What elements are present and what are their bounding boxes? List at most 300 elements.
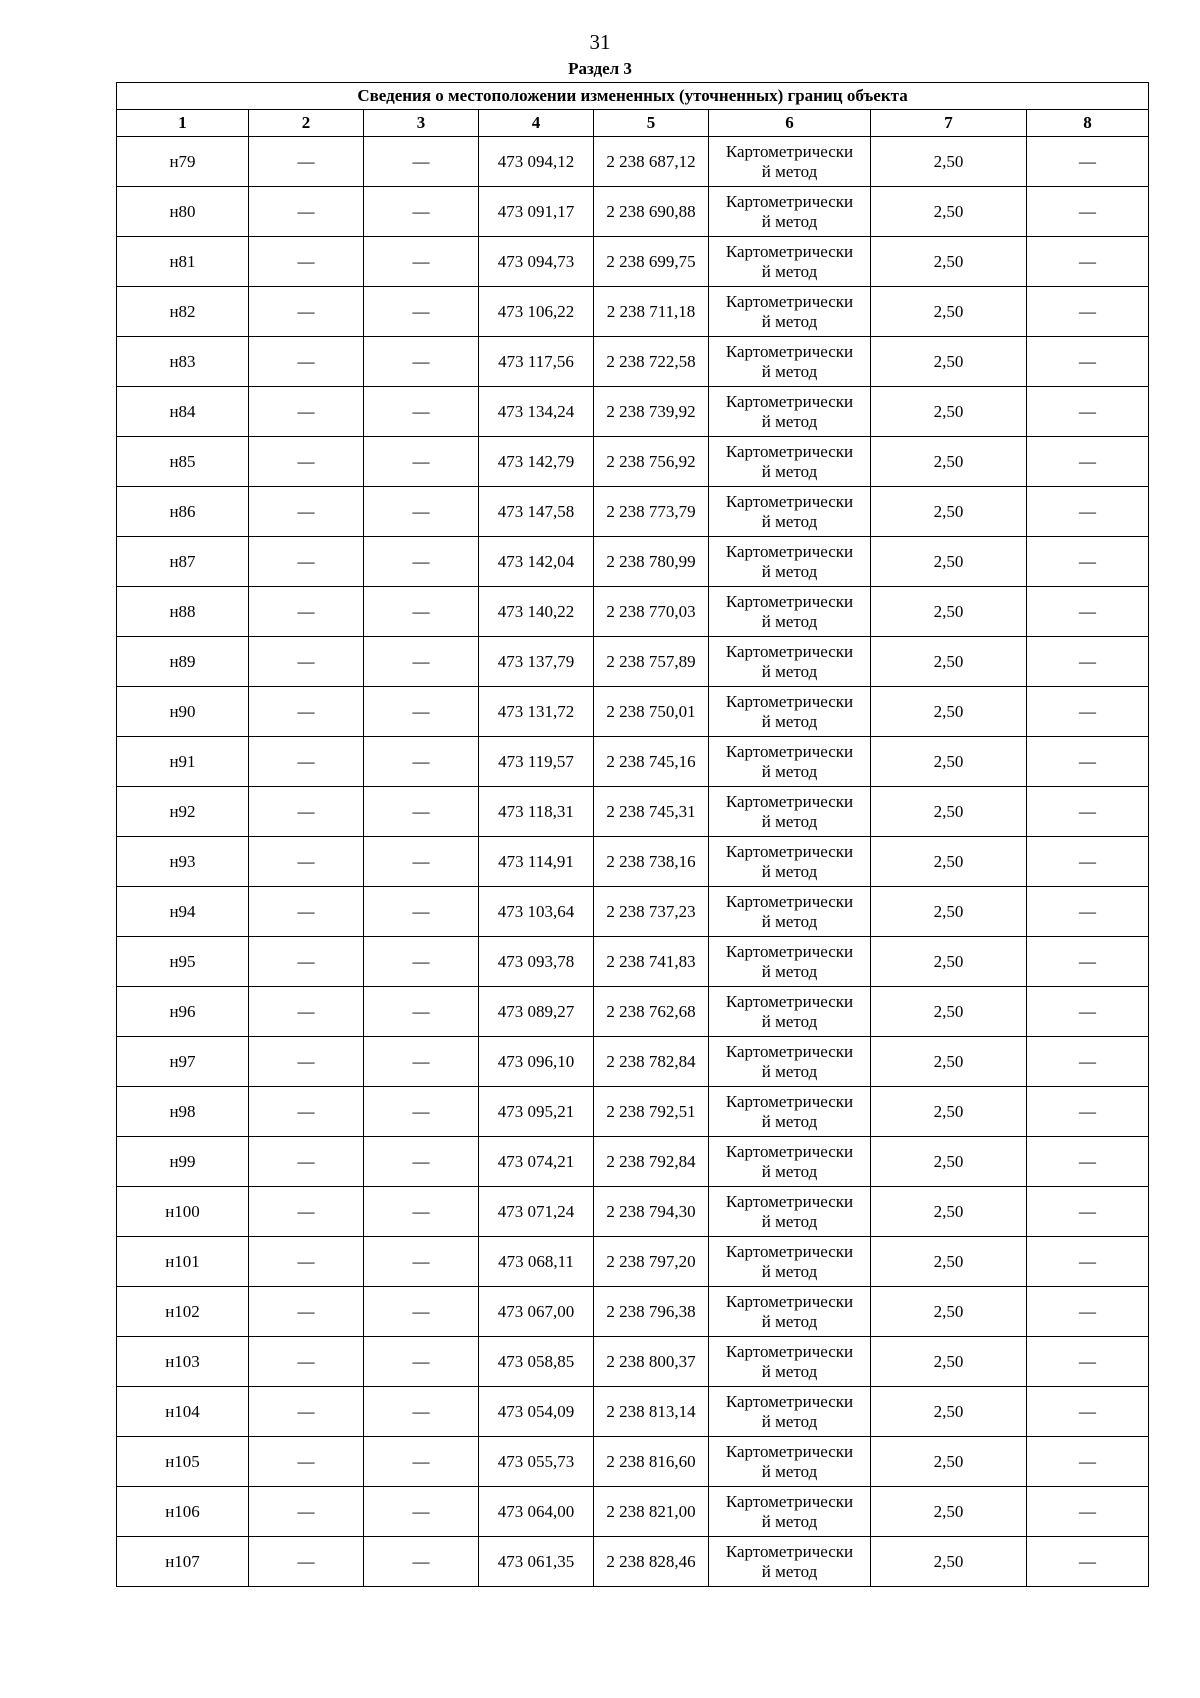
x-coordinate-cell: 473 094,73	[479, 237, 594, 287]
column-3-cell: —	[364, 1287, 479, 1337]
method-text-line-1: Картометрически	[725, 1441, 854, 1461]
column-2-cell: —	[249, 1087, 364, 1137]
table-row	[117, 1437, 1149, 1487]
method-text-line-2: й метод	[761, 1161, 818, 1181]
precision-cell: 2,50	[871, 1137, 1027, 1187]
boundary-coordinates-table	[116, 82, 1149, 1587]
column-8-cell: —	[1027, 687, 1149, 737]
method-text-line-1: Картометрически	[725, 1091, 854, 1111]
method-text-line-1: Картометрически	[725, 1141, 854, 1161]
column-2-cell: —	[249, 587, 364, 637]
y-coordinate-cell: 2 238 773,79	[594, 487, 709, 537]
method-text-line-2: й метод	[761, 961, 818, 981]
column-8-cell: —	[1027, 1087, 1149, 1137]
method-text-line-2: й метод	[761, 911, 818, 931]
column-number: 5	[594, 110, 709, 137]
y-coordinate-cell: 2 238 745,16	[594, 737, 709, 787]
point-id-cell: н81	[117, 237, 249, 287]
x-coordinate-cell: 473 140,22	[479, 587, 594, 637]
column-2-cell: —	[249, 137, 364, 187]
precision-cell: 2,50	[871, 787, 1027, 837]
table-row	[117, 1237, 1149, 1287]
precision-cell: 2,50	[871, 487, 1027, 537]
column-8-cell: —	[1027, 837, 1149, 887]
x-coordinate-cell: 473 091,17	[479, 187, 594, 237]
column-8-cell: —	[1027, 637, 1149, 687]
column-2-cell: —	[249, 1137, 364, 1187]
method-text-line-2: й метод	[761, 361, 818, 381]
x-coordinate-cell: 473 118,31	[479, 787, 594, 837]
column-2-cell: —	[249, 337, 364, 387]
method-text-line-2: й метод	[761, 561, 818, 581]
y-coordinate-cell: 2 238 792,51	[594, 1087, 709, 1137]
column-8-cell: —	[1027, 987, 1149, 1037]
method-cell	[709, 287, 871, 337]
method-cell	[709, 1237, 871, 1287]
table-row	[117, 187, 1149, 237]
table-row	[117, 1087, 1149, 1137]
column-8-cell: —	[1027, 1437, 1149, 1487]
y-coordinate-cell: 2 238 738,16	[594, 837, 709, 887]
x-coordinate-cell: 473 131,72	[479, 687, 594, 737]
precision-cell: 2,50	[871, 1487, 1027, 1537]
column-3-cell: —	[364, 1087, 479, 1137]
method-cell	[709, 1337, 871, 1387]
method-cell	[709, 937, 871, 987]
column-8-cell: —	[1027, 1387, 1149, 1437]
column-3-cell: —	[364, 1037, 479, 1087]
column-8-cell: —	[1027, 487, 1149, 537]
precision-cell: 2,50	[871, 387, 1027, 437]
column-2-cell: —	[249, 1387, 364, 1437]
precision-cell: 2,50	[871, 987, 1027, 1037]
method-text-line-2: й метод	[761, 611, 818, 631]
method-text-line-1: Картометрически	[725, 1391, 854, 1411]
point-id-cell: н82	[117, 287, 249, 337]
point-id-cell: н94	[117, 887, 249, 937]
point-id-cell: н83	[117, 337, 249, 387]
column-3-cell: —	[364, 237, 479, 287]
point-id-cell: н96	[117, 987, 249, 1037]
column-3-cell: —	[364, 887, 479, 937]
point-id-cell: н104	[117, 1387, 249, 1437]
point-id-cell: н105	[117, 1437, 249, 1487]
method-cell	[709, 1437, 871, 1487]
column-8-cell: —	[1027, 1337, 1149, 1387]
x-coordinate-cell: 473 071,24	[479, 1187, 594, 1237]
precision-cell: 2,50	[871, 637, 1027, 687]
precision-cell: 2,50	[871, 337, 1027, 387]
y-coordinate-cell: 2 238 796,38	[594, 1287, 709, 1337]
method-text-line-1: Картометрически	[725, 441, 854, 461]
precision-cell: 2,50	[871, 287, 1027, 337]
column-3-cell: —	[364, 1137, 479, 1187]
column-8-cell: —	[1027, 1187, 1149, 1237]
method-cell	[709, 1087, 871, 1137]
method-text-line-2: й метод	[761, 311, 818, 331]
column-2-cell: —	[249, 787, 364, 837]
y-coordinate-cell: 2 238 687,12	[594, 137, 709, 187]
column-2-cell: —	[249, 1287, 364, 1337]
column-8-cell: —	[1027, 387, 1149, 437]
column-3-cell: —	[364, 787, 479, 837]
y-coordinate-cell: 2 238 756,92	[594, 437, 709, 487]
column-3-cell: —	[364, 687, 479, 737]
point-id-cell: н89	[117, 637, 249, 687]
column-2-cell: —	[249, 687, 364, 737]
x-coordinate-cell: 473 067,00	[479, 1287, 594, 1337]
column-8-cell: —	[1027, 1287, 1149, 1337]
column-8-cell: —	[1027, 1537, 1149, 1587]
table-row	[117, 487, 1149, 537]
column-2-cell: —	[249, 1487, 364, 1537]
method-text-line-2: й метод	[761, 861, 818, 881]
point-id-cell: н100	[117, 1187, 249, 1237]
method-cell	[709, 1187, 871, 1237]
column-2-cell: —	[249, 1337, 364, 1387]
section-title: Раздел 3	[568, 59, 632, 78]
column-3-cell: —	[364, 437, 479, 487]
method-text-line-1: Картометрически	[725, 741, 854, 761]
y-coordinate-cell: 2 238 816,60	[594, 1437, 709, 1487]
method-text-line-1: Картометрически	[725, 1041, 854, 1061]
table-row	[117, 687, 1149, 737]
point-id-cell: н79	[117, 137, 249, 187]
column-8-cell: —	[1027, 737, 1149, 787]
method-cell	[709, 1537, 871, 1587]
table-row	[117, 537, 1149, 587]
column-2-cell: —	[249, 737, 364, 787]
column-8-cell: —	[1027, 137, 1149, 187]
precision-cell: 2,50	[871, 1187, 1027, 1237]
column-number: 3	[364, 110, 479, 137]
precision-cell: 2,50	[871, 1237, 1027, 1287]
table-row	[117, 987, 1149, 1037]
point-id-cell: н101	[117, 1237, 249, 1287]
table-row	[117, 387, 1149, 437]
method-cell	[709, 1287, 871, 1337]
point-id-cell: н85	[117, 437, 249, 487]
column-2-cell: —	[249, 487, 364, 537]
table-row	[117, 1337, 1149, 1387]
column-8-cell: —	[1027, 237, 1149, 287]
method-cell	[709, 737, 871, 787]
column-3-cell: —	[364, 337, 479, 387]
column-2-cell: —	[249, 987, 364, 1037]
point-id-cell: н107	[117, 1537, 249, 1587]
method-text-line-1: Картометрически	[725, 691, 854, 711]
column-3-cell: —	[364, 1337, 479, 1387]
method-cell	[709, 887, 871, 937]
method-cell	[709, 537, 871, 587]
table-row	[117, 937, 1149, 987]
y-coordinate-cell: 2 238 770,03	[594, 587, 709, 637]
column-8-cell: —	[1027, 187, 1149, 237]
precision-cell: 2,50	[871, 587, 1027, 637]
y-coordinate-cell: 2 238 711,18	[594, 287, 709, 337]
method-text-line-2: й метод	[761, 1211, 818, 1231]
precision-cell: 2,50	[871, 937, 1027, 987]
method-text-line-1: Картометрически	[725, 1541, 854, 1561]
point-id-cell: н88	[117, 587, 249, 637]
table-row	[117, 887, 1149, 937]
precision-cell: 2,50	[871, 687, 1027, 737]
x-coordinate-cell: 473 147,58	[479, 487, 594, 537]
point-id-cell: н92	[117, 787, 249, 837]
method-cell	[709, 1487, 871, 1537]
method-text-line-2: й метод	[761, 1261, 818, 1281]
y-coordinate-cell: 2 238 821,00	[594, 1487, 709, 1537]
method-text-line-1: Картометрически	[725, 341, 854, 361]
x-coordinate-cell: 473 096,10	[479, 1037, 594, 1087]
column-2-cell: —	[249, 837, 364, 887]
x-coordinate-cell: 473 054,09	[479, 1387, 594, 1437]
table-row	[117, 787, 1149, 837]
table-row	[117, 637, 1149, 687]
table-caption: Сведения о местоположении измененных (уточненных) границ объекта	[117, 83, 1149, 110]
y-coordinate-cell: 2 238 782,84	[594, 1037, 709, 1087]
column-8-cell: —	[1027, 587, 1149, 637]
column-2-cell: —	[249, 537, 364, 587]
method-text-line-1: Картометрически	[725, 1341, 854, 1361]
x-coordinate-cell: 473 074,21	[479, 1137, 594, 1187]
x-coordinate-cell: 473 134,24	[479, 387, 594, 437]
column-2-cell: —	[249, 1237, 364, 1287]
method-cell	[709, 637, 871, 687]
method-text-line-1: Картометрически	[725, 1491, 854, 1511]
method-text-line-2: й метод	[761, 161, 818, 181]
column-8-cell: —	[1027, 1487, 1149, 1537]
method-text-line-1: Картометрически	[725, 641, 854, 661]
method-cell	[709, 187, 871, 237]
column-2-cell: —	[249, 287, 364, 337]
x-coordinate-cell: 473 142,79	[479, 437, 594, 487]
column-2-cell: —	[249, 887, 364, 937]
method-text-line-1: Картометрически	[725, 1291, 854, 1311]
method-cell	[709, 1037, 871, 1087]
column-2-cell: —	[249, 637, 364, 687]
column-8-cell: —	[1027, 287, 1149, 337]
method-text-line-2: й метод	[761, 1411, 818, 1431]
method-cell	[709, 337, 871, 387]
y-coordinate-cell: 2 238 722,58	[594, 337, 709, 387]
method-text-line-2: й метод	[761, 661, 818, 681]
y-coordinate-cell: 2 238 690,88	[594, 187, 709, 237]
point-id-cell: н99	[117, 1137, 249, 1187]
precision-cell: 2,50	[871, 1037, 1027, 1087]
table-row	[117, 287, 1149, 337]
method-text-line-2: й метод	[761, 1111, 818, 1131]
method-text-line-2: й метод	[761, 1511, 818, 1531]
method-text-line-1: Картометрически	[725, 1191, 854, 1211]
point-id-cell: н97	[117, 1037, 249, 1087]
column-number-row	[117, 110, 1149, 137]
precision-cell: 2,50	[871, 1437, 1027, 1487]
x-coordinate-cell: 473 095,21	[479, 1087, 594, 1137]
precision-cell: 2,50	[871, 887, 1027, 937]
method-cell	[709, 237, 871, 287]
column-3-cell: —	[364, 537, 479, 587]
x-coordinate-cell: 473 142,04	[479, 537, 594, 587]
column-3-cell: —	[364, 587, 479, 637]
method-text-line-1: Картометрически	[725, 791, 854, 811]
method-cell	[709, 987, 871, 1037]
x-coordinate-cell: 473 064,00	[479, 1487, 594, 1537]
y-coordinate-cell: 2 238 792,84	[594, 1137, 709, 1187]
point-id-cell: н103	[117, 1337, 249, 1387]
point-id-cell: н86	[117, 487, 249, 537]
table-row	[117, 1387, 1149, 1437]
table-row	[117, 1537, 1149, 1587]
column-3-cell: —	[364, 137, 479, 187]
method-cell	[709, 1387, 871, 1437]
method-text-line-2: й метод	[761, 261, 818, 281]
method-cell	[709, 587, 871, 637]
column-8-cell: —	[1027, 1137, 1149, 1187]
y-coordinate-cell: 2 238 828,46	[594, 1537, 709, 1587]
page-number: 31	[589, 30, 611, 54]
point-id-cell: н102	[117, 1287, 249, 1337]
method-text-line-2: й метод	[761, 411, 818, 431]
table-row	[117, 1487, 1149, 1537]
method-text-line-1: Картометрически	[725, 841, 854, 861]
table-row	[117, 237, 1149, 287]
column-8-cell: —	[1027, 937, 1149, 987]
method-text-line-2: й метод	[761, 711, 818, 731]
y-coordinate-cell: 2 238 797,20	[594, 1237, 709, 1287]
point-id-cell: н95	[117, 937, 249, 987]
column-number: 8	[1027, 110, 1149, 137]
precision-cell: 2,50	[871, 187, 1027, 237]
table-row	[117, 1037, 1149, 1087]
column-8-cell: —	[1027, 787, 1149, 837]
y-coordinate-cell: 2 238 739,92	[594, 387, 709, 437]
method-text-line-1: Картометрически	[725, 391, 854, 411]
column-3-cell: —	[364, 937, 479, 987]
point-id-cell: н93	[117, 837, 249, 887]
column-8-cell: —	[1027, 337, 1149, 387]
column-2-cell: —	[249, 187, 364, 237]
method-cell	[709, 787, 871, 837]
table-row	[117, 137, 1149, 187]
method-text-line-1: Картометрически	[725, 491, 854, 511]
y-coordinate-cell: 2 238 794,30	[594, 1187, 709, 1237]
method-text-line-2: й метод	[761, 1561, 818, 1581]
column-2-cell: —	[249, 1437, 364, 1487]
method-text-line-1: Картометрически	[725, 141, 854, 161]
point-id-cell: н84	[117, 387, 249, 437]
method-text-line-1: Картометрически	[725, 591, 854, 611]
point-id-cell: н106	[117, 1487, 249, 1537]
table-row	[117, 1137, 1149, 1187]
column-2-cell: —	[249, 1187, 364, 1237]
table-row	[117, 1187, 1149, 1237]
column-8-cell: —	[1027, 1237, 1149, 1287]
x-coordinate-cell: 473 119,57	[479, 737, 594, 787]
point-id-cell: н98	[117, 1087, 249, 1137]
column-3-cell: —	[364, 987, 479, 1037]
method-text-line-1: Картометрически	[725, 1241, 854, 1261]
table-row	[117, 587, 1149, 637]
y-coordinate-cell: 2 238 750,01	[594, 687, 709, 737]
column-2-cell: —	[249, 1537, 364, 1587]
column-8-cell: —	[1027, 887, 1149, 937]
x-coordinate-cell: 473 117,56	[479, 337, 594, 387]
column-3-cell: —	[364, 837, 479, 887]
table-row	[117, 437, 1149, 487]
precision-cell: 2,50	[871, 437, 1027, 487]
column-3-cell: —	[364, 637, 479, 687]
y-coordinate-cell: 2 238 737,23	[594, 887, 709, 937]
method-text-line-1: Картометрически	[725, 541, 854, 561]
column-3-cell: —	[364, 1437, 479, 1487]
column-number: 7	[871, 110, 1027, 137]
method-text-line-2: й метод	[761, 1311, 818, 1331]
column-number: 6	[709, 110, 871, 137]
precision-cell: 2,50	[871, 1337, 1027, 1387]
column-3-cell: —	[364, 1187, 479, 1237]
method-text-line-1: Картометрически	[725, 291, 854, 311]
y-coordinate-cell: 2 238 741,83	[594, 937, 709, 987]
precision-cell: 2,50	[871, 1537, 1027, 1587]
method-text-line-2: й метод	[761, 811, 818, 831]
column-3-cell: —	[364, 1387, 479, 1437]
x-coordinate-cell: 473 093,78	[479, 937, 594, 987]
column-8-cell: —	[1027, 537, 1149, 587]
x-coordinate-cell: 473 055,73	[479, 1437, 594, 1487]
column-3-cell: —	[364, 387, 479, 437]
y-coordinate-cell: 2 238 762,68	[594, 987, 709, 1037]
method-text-line-2: й метод	[761, 1361, 818, 1381]
method-cell	[709, 387, 871, 437]
column-2-cell: —	[249, 437, 364, 487]
method-cell	[709, 487, 871, 537]
column-number: 2	[249, 110, 364, 137]
method-text-line-2: й метод	[761, 511, 818, 531]
column-3-cell: —	[364, 737, 479, 787]
method-cell	[709, 1137, 871, 1187]
column-number: 4	[479, 110, 594, 137]
x-coordinate-cell: 473 106,22	[479, 287, 594, 337]
method-text-line-1: Картометрически	[725, 191, 854, 211]
x-coordinate-cell: 473 094,12	[479, 137, 594, 187]
method-cell	[709, 437, 871, 487]
table-body	[117, 137, 1149, 1587]
method-text-line-2: й метод	[761, 761, 818, 781]
y-coordinate-cell: 2 238 800,37	[594, 1337, 709, 1387]
method-text-line-1: Картометрически	[725, 941, 854, 961]
method-text-line-2: й метод	[761, 1061, 818, 1081]
column-8-cell: —	[1027, 437, 1149, 487]
method-cell	[709, 837, 871, 887]
precision-cell: 2,50	[871, 837, 1027, 887]
column-3-cell: —	[364, 287, 479, 337]
y-coordinate-cell: 2 238 757,89	[594, 637, 709, 687]
column-3-cell: —	[364, 1537, 479, 1587]
y-coordinate-cell: 2 238 745,31	[594, 787, 709, 837]
precision-cell: 2,50	[871, 137, 1027, 187]
method-cell	[709, 137, 871, 187]
column-3-cell: —	[364, 1487, 479, 1537]
table-row	[117, 1287, 1149, 1337]
x-coordinate-cell: 473 103,64	[479, 887, 594, 937]
column-3-cell: —	[364, 487, 479, 537]
column-3-cell: —	[364, 1237, 479, 1287]
y-coordinate-cell: 2 238 813,14	[594, 1387, 709, 1437]
point-id-cell: н80	[117, 187, 249, 237]
method-text-line-1: Картометрически	[725, 991, 854, 1011]
method-text-line-2: й метод	[761, 461, 818, 481]
